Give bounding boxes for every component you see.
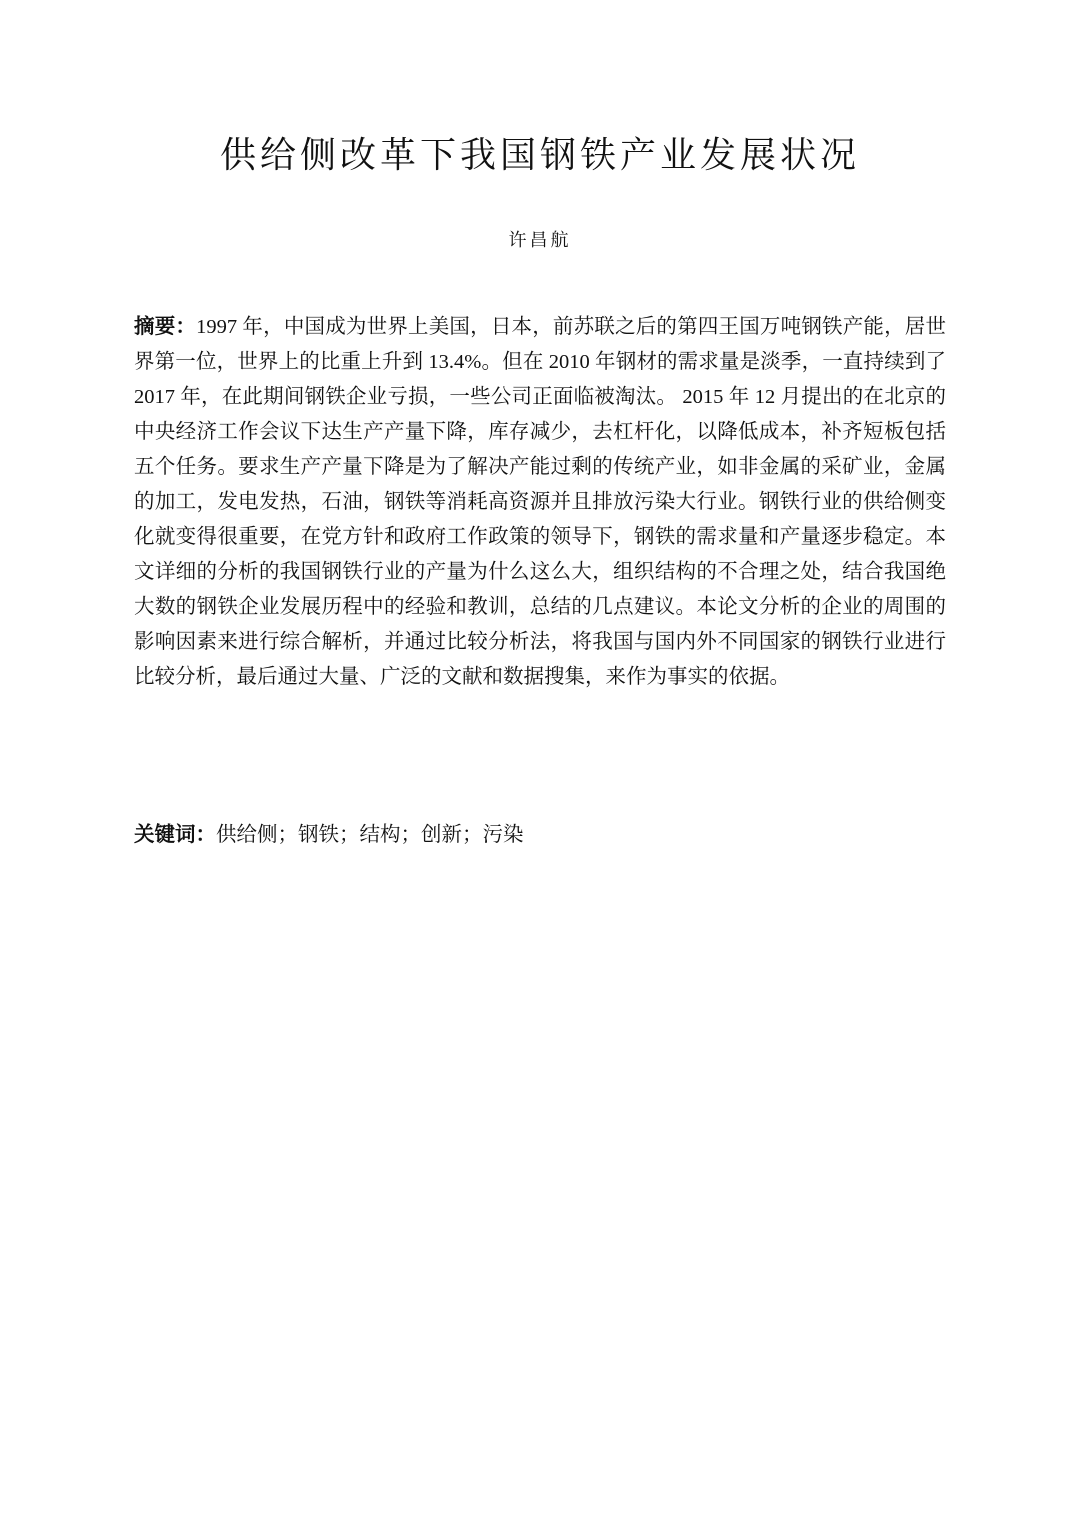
abstract-label: 摘要： xyxy=(134,314,197,338)
abstract-text: 1997 年，中国成为世界上美国，日本，前苏联之后的第四王国万吨钢铁产能，居世界第一位，世界上的比重上升到 13.4%。但在 2010 年钢材的需求量是淡季，一直持续到了 2017 年，在此期间钢铁企业亏损，一些公司正面临被淘汰。 2015 年 12 月提出的在北京的中央经济工作会议下达生产产量下降，库存减少，去杠杆化，以降低成本，补齐短板包括五个任务。要求生产产量下降是为了解决产能过剩的传统产业，如非金属的采矿业，金属的加工，发电发热，石油，钢铁等消耗高资源并且排放污染大行业。钢铁行业的供给侧变化就变得很重要，在党方针和政府工作政策的领导下，钢铁的需求量和产量逐步稳定。本文详细的分析的我国钢铁行业的产量为什么这么大，组织结构的不合理之处，结合我国绝大数的钢铁企业发展历程中的经验和教训，总结的几点建议。本论文分析的企业的周围的影响因素来进行综合解析，并通过比较分析法，将我国与国内外不同国家的钢铁行业进行比较分析，最后通过大量、广泛的文献和数据搜集，来作为事实的依据。 xyxy=(134,316,947,688)
abstract-section xyxy=(134,309,946,695)
keywords-text: 供给侧；钢铁；结构；创新；污染 xyxy=(216,824,524,846)
author-name: 许昌航 xyxy=(508,230,572,251)
keywords-label: 关键词： xyxy=(134,822,216,846)
abstract-paragraph xyxy=(134,309,946,695)
paper-title: 供给侧改革下我国钢铁产业发展状况 xyxy=(219,135,860,176)
keywords-section xyxy=(134,817,946,853)
